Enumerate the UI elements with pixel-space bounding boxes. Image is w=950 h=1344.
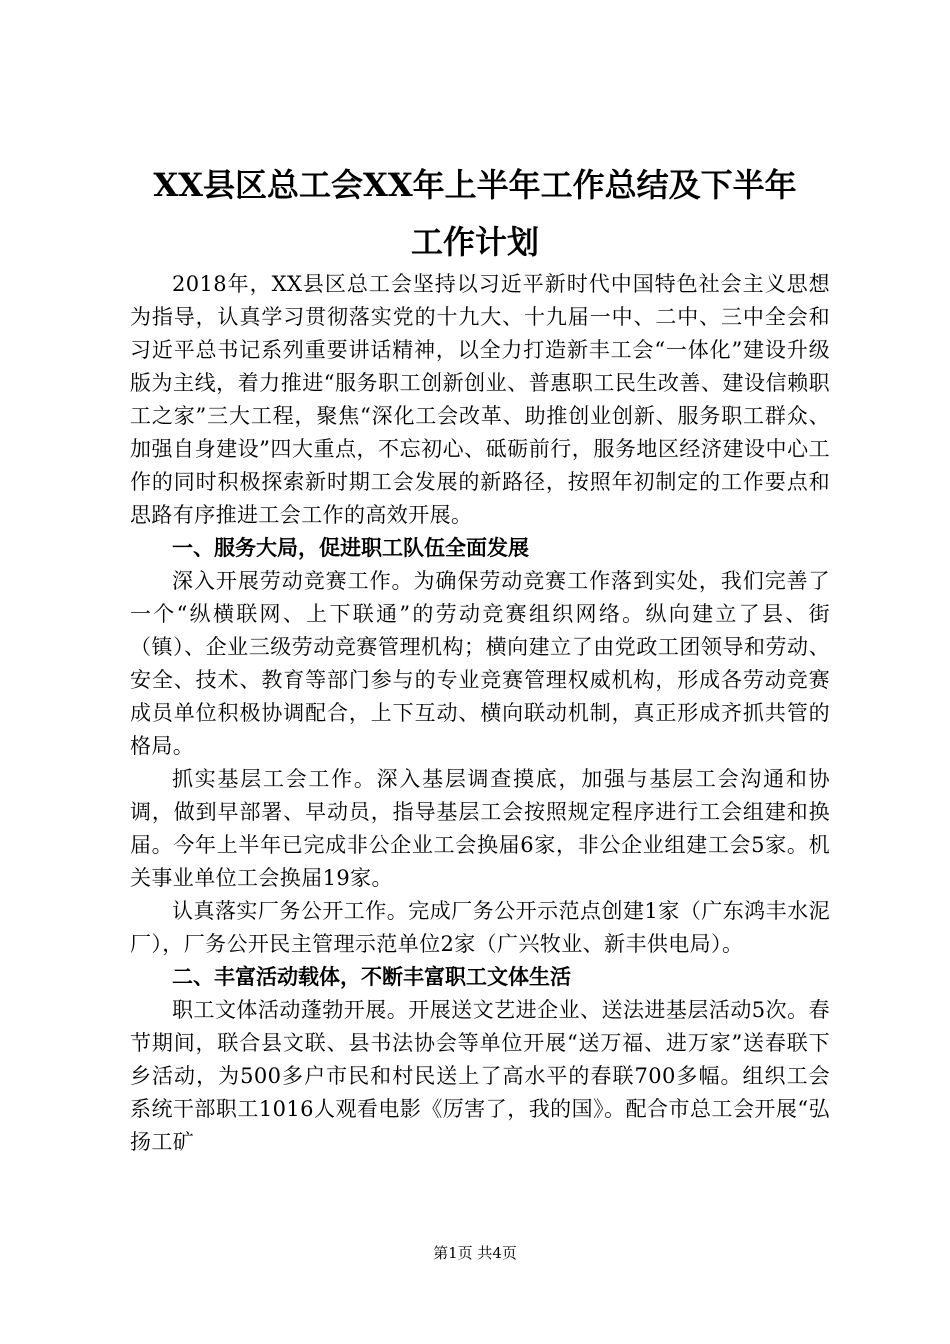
page-number-footer: 第1页 共4页 bbox=[433, 1244, 517, 1262]
section-heading-1: 一、服务大局，促进职工队伍全面发展 bbox=[172, 536, 529, 560]
section-heading-2: 二、丰富活动载体，不断丰富职工文体生活 bbox=[172, 965, 571, 989]
body-paragraph: 职工文体活动蓬勃开展。开展送文艺进企业、送法进基层活动5次。春节期间，联合县文联、县书法协会等单位开展“送万福、进万家”送春联下乡活动，为500多户市民和村民送上了高水平的春联700多幅。组织工会系统干部职工1016人观看电影《厉害了，我的国》。配合市总工会开展“弘扬工矿 bbox=[130, 998, 830, 1154]
intro-paragraph: 2018年，XX县区总工会坚持以习近平新时代中国特色社会主义思想为指导，认真学习贯彻落实党的十九大、十九届一中、二中、三中全会和习近平总书记系列重要讲话精神，以全力打造新丰工会“一体化”建设升级版为主线，着力推进“服务职工创新创业、普惠职工民生改善、建设信赖职工之家”三大工程，聚焦“深化工会改革、助推创业创新、服务职工群众、加强自身建设”四大重点，不忘初心、砥砺前行，服务地区经济建设中心工作的同时积极探索新时期工会发展的新路径，按照年初制定的工作要点和思路有序推进工会工作的高效开展。 bbox=[130, 272, 830, 527]
body-paragraph: 抓实基层工会工作。深入基层调查摸底，加强与基层工会沟通和协调，做到早部署、早动员，指导基层工会按照规定程序进行工会组建和换届。今年上半年已完成非公企业工会换届6家，非公企业组建工会5家。机关事业单位工会换届19家。 bbox=[130, 767, 830, 890]
document-title-line1: XX县区总工会XX年上半年工作总结及下半年 bbox=[153, 166, 797, 204]
body-paragraph: 深入开展劳动竞赛工作。为确保劳动竞赛工作落到实处，我们完善了一个“纵横联网、上下联通”的劳动竞赛组织网络。纵向建立了县、街（镇）、企业三级劳动竞赛管理机构；横向建立了由党政工团领导和劳动、安全、技术、教育等部门参与的专业竞赛管理权威机构，形成各劳动竞赛成员单位积极协调配合，上下互动、横向联动机制，真正形成齐抓共管的格局。 bbox=[130, 569, 830, 758]
document-title-line2: 工作计划 bbox=[410, 223, 539, 261]
document-body bbox=[130, 268, 830, 1159]
body-paragraph: 认真落实厂务公开工作。完成厂务公开示范点创建1家（广东鸿丰水泥厂），厂务公开民主管理示范单位2家（广兴牧业、新丰供电局）。 bbox=[130, 899, 830, 956]
